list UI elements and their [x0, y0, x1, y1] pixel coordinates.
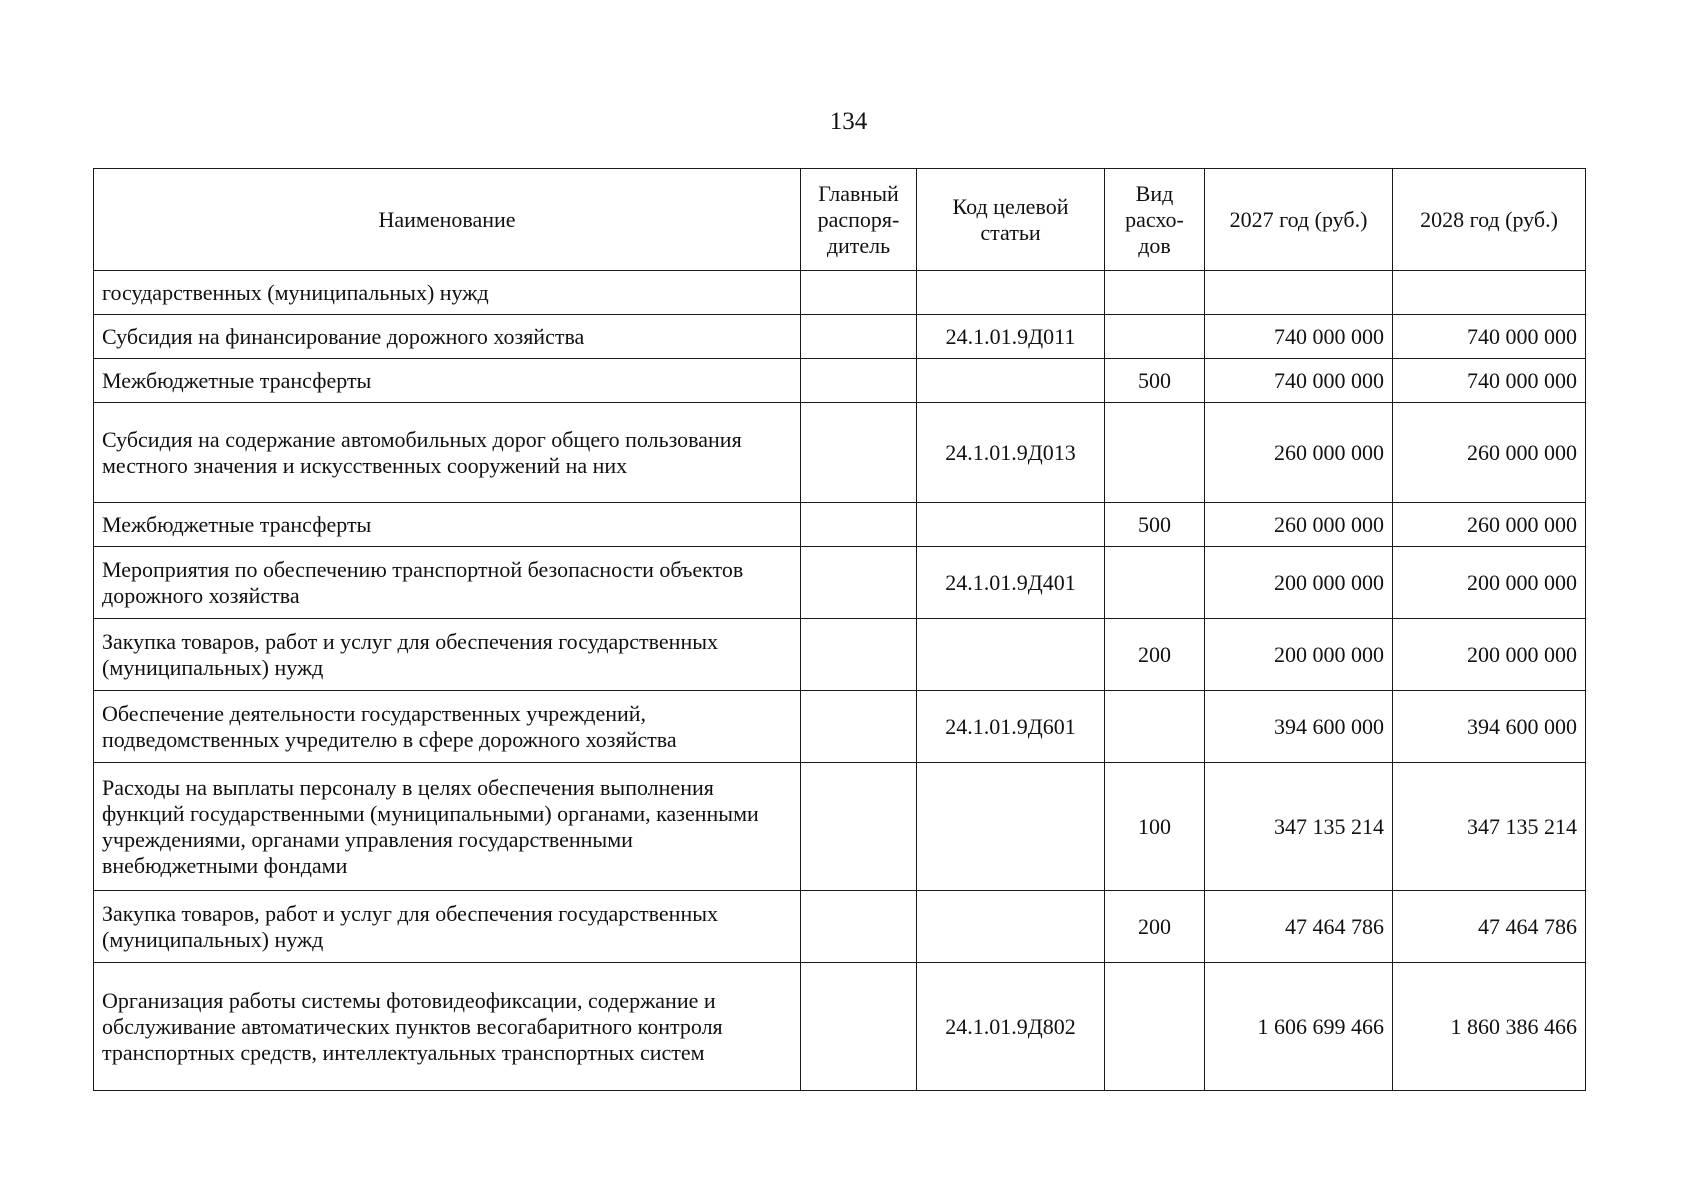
cell-year-2027: 347 135 214	[1205, 763, 1393, 891]
cell-expense-type	[1105, 403, 1205, 503]
cell-name: Расходы на выплаты персоналу в целях обеспечения выполнения функций государственными (муниципальными) органами, казенными учреждениями, органами управления государственными внебюджетными фондами	[94, 763, 801, 891]
cell-target-code: 24.1.01.9Д802	[917, 963, 1105, 1091]
header-name: Наименование	[94, 169, 801, 271]
cell-expense-type	[1105, 271, 1205, 315]
table-row	[94, 503, 1586, 547]
cell-target-code: 24.1.01.9Д013	[917, 403, 1105, 503]
cell-main-manager	[801, 359, 917, 403]
cell-target-code: 24.1.01.9Д401	[917, 547, 1105, 619]
cell-name: Межбюджетные трансферты	[94, 503, 801, 547]
cell-name: Закупка товаров, работ и услуг для обеспечения государственных (муниципальных) нужд	[94, 891, 801, 963]
header-year-2027: 2027 год (руб.)	[1205, 169, 1393, 271]
header-expense-type: Вид расхо-дов	[1105, 169, 1205, 271]
cell-expense-type	[1105, 691, 1205, 763]
cell-expense-type: 100	[1105, 763, 1205, 891]
cell-year-2027: 1 606 699 466	[1205, 963, 1393, 1091]
cell-main-manager	[801, 619, 917, 691]
header-target-code: Код целевой статьи	[917, 169, 1105, 271]
cell-target-code	[917, 891, 1105, 963]
cell-year-2027: 260 000 000	[1205, 403, 1393, 503]
cell-name: Субсидия на содержание автомобильных дорог общего пользования местного значения и искусственных сооружений на них	[94, 403, 801, 503]
cell-name: Организация работы системы фотовидеофиксации, содержание и обслуживание автоматических пунктов весогабаритного контроля транспортных средств, интеллектуальных транспортных систем	[94, 963, 801, 1091]
table-row	[94, 403, 1586, 503]
cell-year-2027: 260 000 000	[1205, 503, 1393, 547]
cell-name: Мероприятия по обеспечению транспортной безопасности объектов дорожного хозяйства	[94, 547, 801, 619]
cell-expense-type	[1105, 963, 1205, 1091]
cell-year-2028: 47 464 786	[1393, 891, 1586, 963]
cell-year-2027: 200 000 000	[1205, 619, 1393, 691]
table-row	[94, 763, 1586, 891]
cell-year-2028: 740 000 000	[1393, 315, 1586, 359]
table-body	[94, 271, 1586, 1091]
cell-main-manager	[801, 315, 917, 359]
table-row	[94, 359, 1586, 403]
cell-year-2028: 260 000 000	[1393, 503, 1586, 547]
table-row	[94, 891, 1586, 963]
header-year-2028: 2028 год (руб.)	[1393, 169, 1586, 271]
cell-main-manager	[801, 403, 917, 503]
budget-table	[93, 168, 1586, 1091]
cell-year-2027: 740 000 000	[1205, 359, 1393, 403]
cell-target-code: 24.1.01.9Д011	[917, 315, 1105, 359]
cell-expense-type: 200	[1105, 619, 1205, 691]
table-row	[94, 271, 1586, 315]
cell-target-code	[917, 359, 1105, 403]
cell-year-2027: 740 000 000	[1205, 315, 1393, 359]
header-main-manager: Главный распоря-дитель	[801, 169, 917, 271]
table-header-row	[94, 169, 1586, 271]
cell-target-code	[917, 619, 1105, 691]
cell-target-code: 24.1.01.9Д601	[917, 691, 1105, 763]
cell-main-manager	[801, 547, 917, 619]
cell-expense-type	[1105, 547, 1205, 619]
cell-year-2028: 200 000 000	[1393, 619, 1586, 691]
cell-year-2027: 394 600 000	[1205, 691, 1393, 763]
cell-year-2027: 47 464 786	[1205, 891, 1393, 963]
cell-target-code	[917, 503, 1105, 547]
cell-name: Обеспечение деятельности государственных учреждений, подведомственных учредителю в сфере дорожного хозяйства	[94, 691, 801, 763]
cell-target-code	[917, 271, 1105, 315]
table-row	[94, 691, 1586, 763]
cell-year-2028: 260 000 000	[1393, 403, 1586, 503]
cell-year-2027: 200 000 000	[1205, 547, 1393, 619]
cell-expense-type: 500	[1105, 359, 1205, 403]
table-row	[94, 315, 1586, 359]
cell-name: Закупка товаров, работ и услуг для обеспечения государственных (муниципальных) нужд	[94, 619, 801, 691]
cell-expense-type: 500	[1105, 503, 1205, 547]
page-number: 134	[829, 108, 868, 135]
table-row	[94, 619, 1586, 691]
cell-name: Межбюджетные трансферты	[94, 359, 801, 403]
cell-main-manager	[801, 891, 917, 963]
cell-main-manager	[801, 503, 917, 547]
cell-main-manager	[801, 763, 917, 891]
cell-expense-type: 200	[1105, 891, 1205, 963]
cell-target-code	[917, 763, 1105, 891]
cell-year-2027	[1205, 271, 1393, 315]
cell-main-manager	[801, 963, 917, 1091]
cell-name: Субсидия на финансирование дорожного хозяйства	[94, 315, 801, 359]
cell-main-manager	[801, 691, 917, 763]
cell-year-2028	[1393, 271, 1586, 315]
cell-expense-type	[1105, 315, 1205, 359]
cell-year-2028: 347 135 214	[1393, 763, 1586, 891]
cell-year-2028: 740 000 000	[1393, 359, 1586, 403]
table-row	[94, 963, 1586, 1091]
table-row	[94, 547, 1586, 619]
cell-name: государственных (муниципальных) нужд	[94, 271, 801, 315]
cell-year-2028: 394 600 000	[1393, 691, 1586, 763]
cell-year-2028: 200 000 000	[1393, 547, 1586, 619]
cell-year-2028: 1 860 386 466	[1393, 963, 1586, 1091]
cell-main-manager	[801, 271, 917, 315]
